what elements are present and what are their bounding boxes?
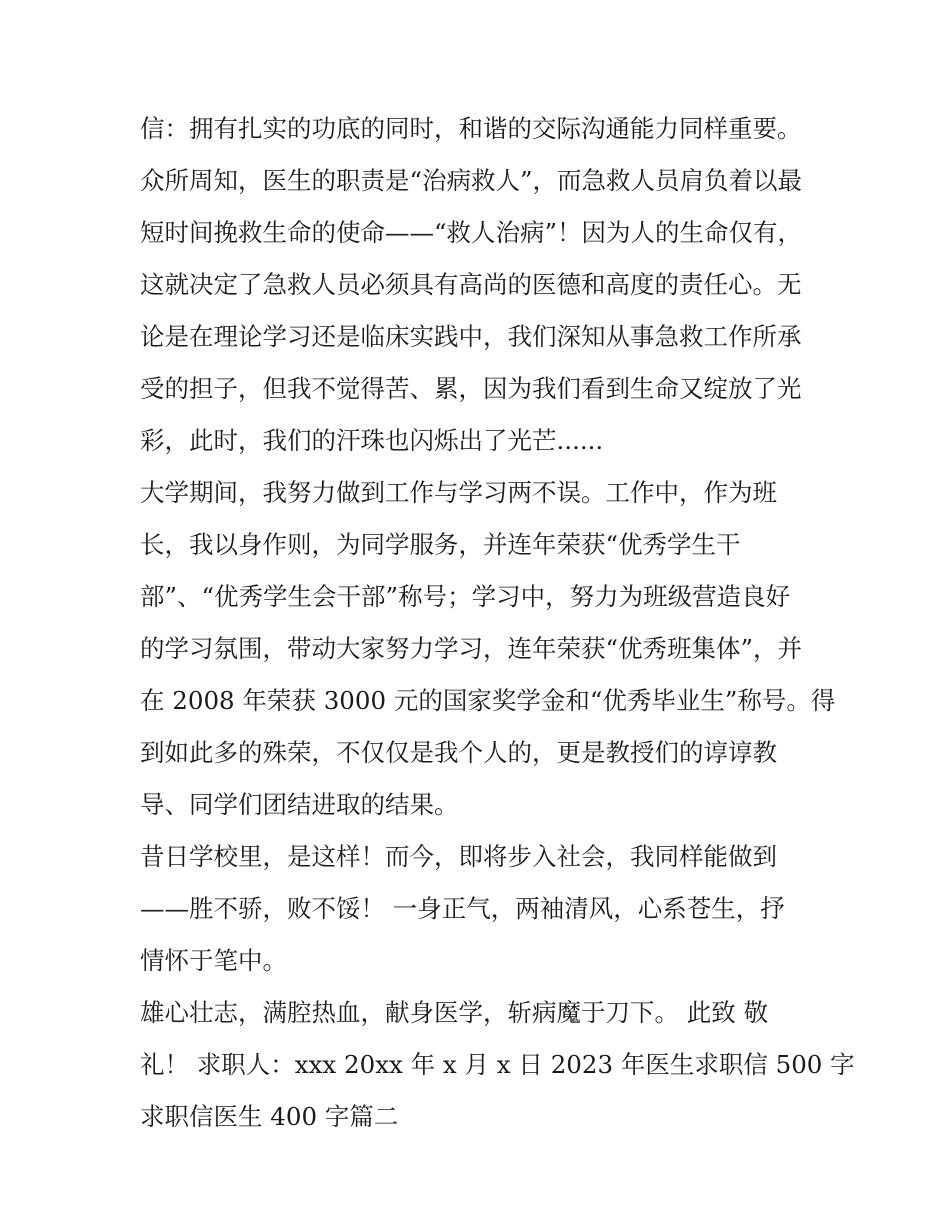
text-line: 长，我以身作则，为同学服务，并连年荣获“优秀学生干	[140, 530, 741, 559]
text-line: 短时间挽救生命的使命——“救人治病”！因为人的生命仅有，	[140, 218, 803, 247]
text-line: 信：拥有扎实的功底的同时，和谐的交际沟通能力同样重要。	[140, 114, 802, 143]
text-line: 部”、“优秀学生会干部”称号；学习中，努力为班级营造良好	[140, 582, 791, 611]
text-line: 的学习氛围，带动大家努力学习，连年荣获“优秀班集体”，并	[140, 634, 803, 663]
text-line: 受的担子，但我不觉得苦、累，因为我们看到生命又绽放了光	[140, 374, 802, 403]
text-line: 雄心壮志，满腔热血，献身医学，斩病魔于刀下。 此致 敬	[140, 998, 769, 1027]
text-line: 在 2008 年荣获 3000 元的国家奖学金和“优秀毕业生”称号。得	[140, 686, 836, 715]
text-line: 这就决定了急救人员必须具有高尚的医德和高度的责任心。无	[140, 270, 802, 299]
document-body	[140, 103, 855, 1143]
paragraph-1	[140, 103, 820, 467]
text-line: 昔日学校里，是这样！而今，即将步入社会，我同样能做到	[140, 842, 777, 871]
text-line: ——胜不骄，败不馁！ 一身正气，两袖清风，心系苍生，抒	[140, 894, 785, 923]
text-line: 彩，此时，我们的汗珠也闪烁出了光芒......	[140, 426, 604, 455]
text-line: 礼！ 求职人：xxx 20xx 年 x 月 x 日 2023 年医生求职信 500 字	[140, 1050, 855, 1079]
text-line: 情怀于笔中。	[140, 946, 287, 975]
text-line: 导、同学们团结进取的结果。	[140, 790, 459, 819]
text-line: 大学期间，我努力做到工作与学习两不误。工作中，作为班	[140, 478, 777, 507]
text-line: 论是在理论学习还是临床实践中，我们深知从事急救工作所承	[140, 322, 802, 351]
paragraph-2	[140, 467, 836, 831]
text-line: 到如此多的殊荣，不仅仅是我个人的，更是教授们的谆谆教	[140, 738, 777, 767]
paragraph-4	[140, 987, 855, 1143]
paragraph-3	[140, 831, 820, 987]
text-line: 众所周知，医生的职责是“治病救人”，而急救人员肩负着以最	[140, 166, 803, 195]
text-line: 求职信医生 400 字篇二	[140, 1102, 399, 1131]
